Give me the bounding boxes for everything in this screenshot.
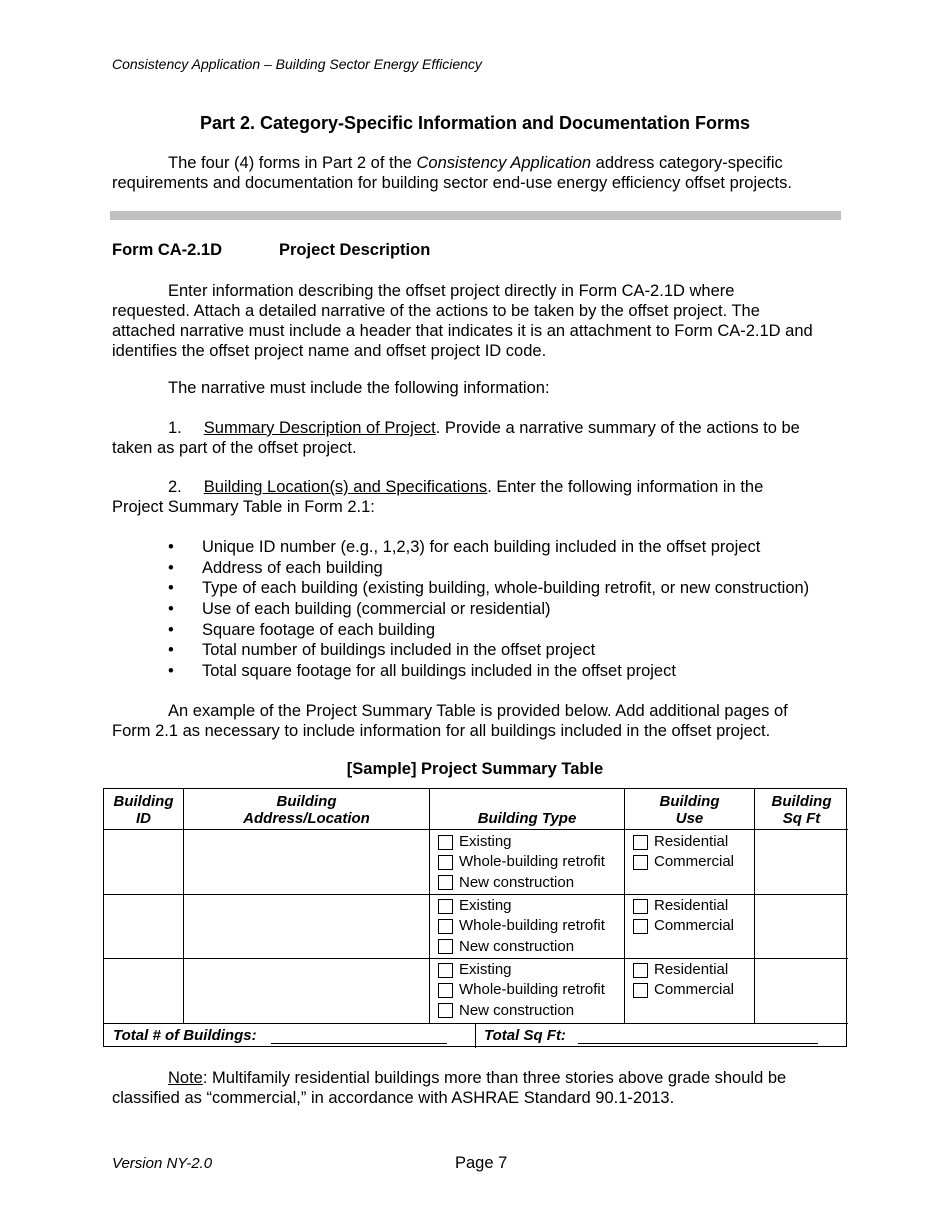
intro-paragraph bbox=[112, 153, 842, 193]
header-building-sqft: Building Sq Ft bbox=[771, 793, 832, 827]
form-title: Project Description bbox=[279, 241, 431, 259]
checkbox[interactable] bbox=[438, 835, 453, 850]
use-residential-option[interactable]: Residential bbox=[633, 896, 734, 916]
footer-version: Version NY-2.0 bbox=[112, 1155, 213, 1172]
intro-text: The four (4) forms in Part 2 of the bbox=[168, 154, 417, 172]
note-line-2: classified as “commercial,” in accordance with ASHRAE Standard 90.1-2013. bbox=[112, 1089, 675, 1107]
header-building-address: Building Address/Location bbox=[243, 793, 370, 827]
item-1-line-2: taken as part of the offset project. bbox=[112, 439, 357, 457]
total-buildings-blank[interactable] bbox=[271, 1043, 447, 1044]
checkbox[interactable] bbox=[438, 899, 453, 914]
project-summary-table bbox=[103, 788, 847, 1047]
type-new-construction-option[interactable]: New construction bbox=[438, 873, 605, 893]
item-2-text: . Enter the following information in the bbox=[487, 478, 764, 496]
info-bullet-list bbox=[112, 537, 852, 682]
checkbox[interactable] bbox=[438, 1003, 453, 1018]
note-text: : Multifamily residential buildings more than three stories above grade should be bbox=[202, 1069, 787, 1087]
checkbox[interactable] bbox=[438, 939, 453, 954]
row-1-type-options bbox=[438, 832, 605, 893]
checkbox[interactable] bbox=[438, 919, 453, 934]
intro-line-2: requirements and documentation for building sector end-use energy efficiency offset projects. bbox=[112, 174, 792, 192]
intro-text-tail: address category-specific bbox=[591, 154, 783, 172]
use-commercial-option[interactable]: Commercial bbox=[633, 980, 734, 1000]
item-2-title: Building Location(s) and Specifications bbox=[203, 478, 488, 496]
type-existing-option[interactable]: Existing bbox=[438, 832, 605, 852]
total-buildings-label: Total # of Buildings: bbox=[113, 1027, 257, 1044]
item-1-number: 1. bbox=[168, 419, 182, 437]
header-building-id: Building ID bbox=[113, 793, 174, 827]
enter-line-3: attached narrative must include a header that indicates it is an attachment to Form CA-2.1D and bbox=[112, 322, 813, 340]
example-line-1: An example of the Project Summary Table is provided below. Add additional pages of bbox=[168, 702, 788, 720]
use-residential-option[interactable]: Residential bbox=[633, 960, 734, 980]
item-2 bbox=[112, 477, 857, 517]
type-new-construction-option[interactable]: New construction bbox=[438, 1001, 605, 1021]
type-retrofit-option[interactable]: Whole-building retrofit bbox=[438, 916, 605, 936]
type-existing-option[interactable]: Existing bbox=[438, 896, 605, 916]
type-retrofit-option[interactable]: Whole-building retrofit bbox=[438, 852, 605, 872]
checkbox[interactable] bbox=[633, 855, 648, 870]
use-commercial-option[interactable]: Commercial bbox=[633, 916, 734, 936]
checkbox[interactable] bbox=[438, 855, 453, 870]
narrative-text: The narrative must include the following information: bbox=[168, 379, 550, 397]
checkbox[interactable] bbox=[438, 875, 453, 890]
row-3-type-options bbox=[438, 960, 605, 1021]
example-line-2: Form 2.1 as necessary to include information for all buildings included in the offset project. bbox=[112, 722, 771, 740]
checkbox[interactable] bbox=[633, 983, 648, 998]
total-sqft-label: Total Sq Ft: bbox=[484, 1027, 566, 1044]
list-item: • Unique ID number (e.g., 1,2,3) for each building included in the offset project bbox=[112, 537, 852, 558]
row-2-type-options bbox=[438, 896, 605, 957]
section-divider bbox=[110, 211, 841, 220]
table-title: [Sample] Project Summary Table bbox=[346, 760, 604, 778]
type-retrofit-option[interactable]: Whole-building retrofit bbox=[438, 980, 605, 1000]
form-heading bbox=[112, 241, 430, 260]
form-code: Form CA-2.1D bbox=[112, 241, 223, 259]
use-residential-option[interactable]: Residential bbox=[633, 832, 734, 852]
running-header: Consistency Application – Building Sector Energy Efficiency bbox=[112, 56, 482, 72]
type-existing-option[interactable]: Existing bbox=[438, 960, 605, 980]
item-2-line-2: Project Summary Table in Form 2.1: bbox=[112, 498, 375, 516]
type-new-construction-option[interactable]: New construction bbox=[438, 937, 605, 957]
list-item: • Square footage of each building bbox=[112, 620, 852, 641]
footer-page-number: Page 7 bbox=[455, 1154, 508, 1172]
list-item: • Total number of buildings included in the offset project bbox=[112, 640, 852, 661]
list-item: • Type of each building (existing building, whole-building retrofit, or new construction) bbox=[112, 578, 852, 599]
row-3-use-options bbox=[633, 960, 734, 1001]
total-sqft-blank[interactable] bbox=[578, 1043, 818, 1044]
checkbox[interactable] bbox=[633, 963, 648, 978]
example-paragraph bbox=[112, 701, 857, 741]
list-item: • Address of each building bbox=[112, 558, 852, 579]
part-title: Part 2. Category-Specific Information and Documentation Forms bbox=[199, 113, 751, 133]
row-1-use-options bbox=[633, 832, 734, 873]
header-building-use: Building Use bbox=[659, 793, 720, 827]
item-1 bbox=[112, 418, 857, 458]
item-1-text: . Provide a narrative summary of the actions to be bbox=[435, 419, 800, 437]
checkbox[interactable] bbox=[438, 983, 453, 998]
enter-line-1: Enter information describing the offset project directly in Form CA-2.1D where bbox=[168, 282, 735, 300]
row-2-use-options bbox=[633, 896, 734, 937]
enter-line-2: requested. Attach a detailed narrative of the actions to be taken by the offset project. The bbox=[112, 302, 760, 320]
checkbox[interactable] bbox=[633, 835, 648, 850]
use-commercial-option[interactable]: Commercial bbox=[633, 852, 734, 872]
checkbox[interactable] bbox=[633, 899, 648, 914]
note-paragraph bbox=[112, 1068, 857, 1108]
item-1-title: Summary Description of Project bbox=[203, 419, 436, 437]
checkbox[interactable] bbox=[438, 963, 453, 978]
item-2-number: 2. bbox=[168, 478, 182, 496]
narrative-paragraph bbox=[112, 378, 842, 398]
enter-line-4: identifies the offset project name and offset project ID code. bbox=[112, 342, 547, 360]
list-item: • Total square footage for all buildings included in the offset project bbox=[112, 661, 852, 682]
list-item: • Use of each building (commercial or residential) bbox=[112, 599, 852, 620]
checkbox[interactable] bbox=[633, 919, 648, 934]
intro-italic-title: Consistency Application bbox=[416, 154, 592, 172]
enter-info-paragraph bbox=[112, 281, 857, 361]
header-building-type: Building Type bbox=[477, 810, 577, 827]
note-label: Note bbox=[168, 1069, 203, 1087]
